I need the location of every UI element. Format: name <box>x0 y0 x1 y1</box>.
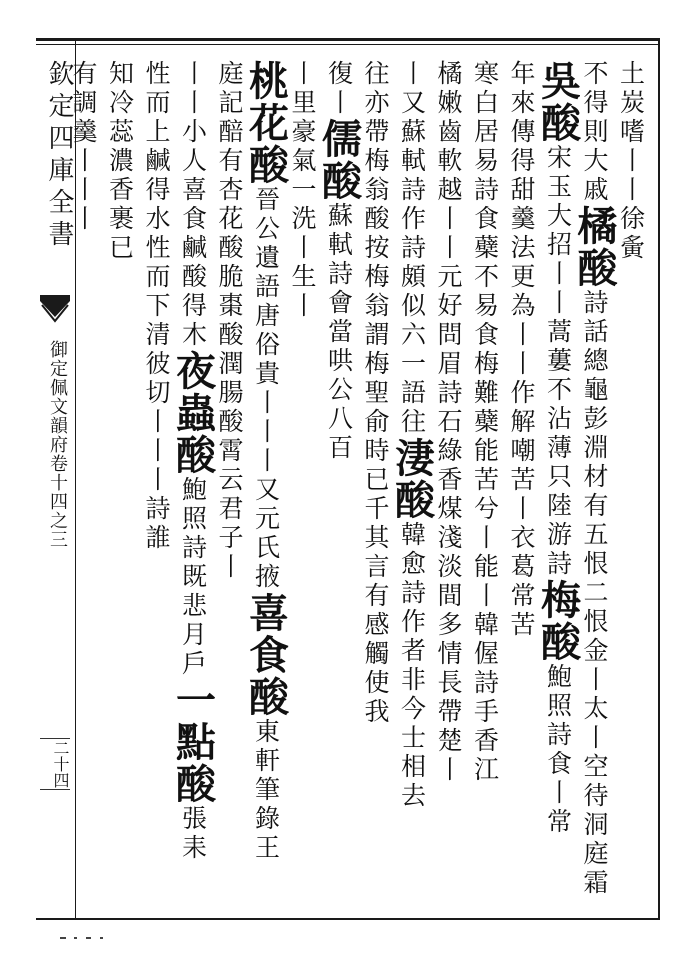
column-text <box>534 60 582 837</box>
commentary-text: 宋玉大招丨丨蒿蔞不沾薄只陸游詩 <box>543 144 573 579</box>
headword: 酸 <box>169 434 217 476</box>
text-column <box>315 60 363 910</box>
frame-right-border <box>658 38 660 920</box>
commentary-text: 丨又蘇軾詩作詩頗似六一語往 <box>397 60 427 437</box>
spine-subtitle: 御定佩文韻府卷十四之三 <box>47 340 68 549</box>
text-column <box>468 60 502 910</box>
commentary-text: 橘嫩齒軟越丨丨元好問眉詩石綠香煤淺淡間多情長帶楚丨 <box>434 60 463 785</box>
spine-header: 欽定四庫全書 <box>44 60 74 252</box>
commentary-text: 不得則大戚 <box>580 60 609 205</box>
headword: 橘 <box>571 205 618 247</box>
headword: 梅 <box>534 579 582 621</box>
column-text <box>139 60 173 553</box>
headword: 花 <box>242 102 290 144</box>
text-column <box>66 60 100 910</box>
column-text <box>169 60 217 863</box>
headword: 淒 <box>388 437 436 479</box>
text-column <box>534 60 582 910</box>
commentary-text: 韓愈詩作者非今士相去 <box>397 521 427 811</box>
headword: 夜 <box>169 350 217 392</box>
column-text <box>571 60 618 898</box>
headword: 吳 <box>534 60 582 102</box>
column-text <box>388 60 436 811</box>
column-text <box>504 60 538 640</box>
headword: 喜 <box>242 592 290 634</box>
commentary-text: 鮑照詩既悲月戶 <box>178 476 208 679</box>
frame-top-border <box>36 38 660 41</box>
column-text <box>66 60 100 234</box>
frame-top-inner-border <box>36 44 660 45</box>
commentary-text: 晉公遺語唐俗貴丨丨丨又元氏掖 <box>251 186 281 592</box>
commentary-text: 性而上鹹得水性而下 <box>142 60 171 321</box>
commentary-text: 往亦帶梅翁酸按梅翁謂梅聖俞 <box>361 60 390 437</box>
text-column <box>212 60 246 910</box>
text-column <box>285 60 319 910</box>
text-column <box>169 60 217 910</box>
text-column <box>242 60 290 910</box>
commentary-text: 有調羹丨丨丨 <box>69 60 98 234</box>
commentary-text: 詩誰 <box>142 495 171 553</box>
commentary-text: 時已千其言有感觸使我 <box>361 437 390 727</box>
text-column <box>431 60 465 910</box>
commentary-text: 土炭嗜丨丨徐夤 <box>616 60 646 263</box>
page-number: 二十四 <box>51 740 70 788</box>
commentary-text: 清彼切丨丨丨 <box>142 321 171 495</box>
headword: 酸 <box>315 160 363 202</box>
commentary-text: 寒白居易詩食蘗不易食梅難蘗能苦兮丨能丨韓偓詩手香江 <box>470 60 500 785</box>
commentary-text: 丨丨小人喜食鹹酸得木 <box>178 60 208 350</box>
headword: 蟲 <box>169 392 217 434</box>
commentary-text: 蘇軾詩會當哄公八百 <box>324 202 354 463</box>
headword: 酸 <box>242 144 290 186</box>
text-column <box>103 60 137 910</box>
commentary-text: 東軒筆錄王 <box>251 718 281 863</box>
headword: 酸 <box>169 763 217 805</box>
text-column <box>139 60 173 910</box>
headword: 酸 <box>388 479 436 521</box>
commentary-text: 年來傳得甜羹法更為丨丨作解嘲 <box>507 60 536 466</box>
commentary-text: 庭記醅有杏花酸脆棗酸潤腸酸 <box>215 60 244 437</box>
text-column <box>388 60 436 910</box>
commentary-text: 丨 <box>288 60 317 89</box>
headword: 酸 <box>242 676 290 718</box>
commentary-text: 復丨 <box>324 60 354 118</box>
headword: 儒 <box>315 118 363 160</box>
text-column <box>358 60 392 910</box>
column-text <box>315 60 363 463</box>
commentary-text: 里豪氣一洗丨生丨 <box>288 89 317 321</box>
commentary-text: 知冷蕊濃香裹已 <box>105 60 135 263</box>
commentary-text: 鮑照詩食丨常 <box>543 663 573 837</box>
print-specks <box>60 935 140 941</box>
column-text <box>285 60 319 321</box>
commentary-text: 張耒 <box>178 805 208 863</box>
headword: 酸 <box>571 247 618 289</box>
commentary-text: 霄云君子丨 <box>215 437 244 582</box>
commentary-text: 苦丨衣葛常苦 <box>507 466 536 640</box>
headword: 桃 <box>242 60 290 102</box>
column-text <box>431 60 465 785</box>
text-column <box>571 60 618 910</box>
column-text <box>103 60 137 263</box>
headword: 一 <box>169 679 217 721</box>
column-text <box>614 60 648 263</box>
headword: 酸 <box>534 621 582 663</box>
headword: 酸 <box>534 102 582 144</box>
text-column <box>614 60 648 910</box>
column-text <box>212 60 246 582</box>
commentary-text: 詩話總龜彭淵材有五恨二恨金丨太丨空待洞庭霜 <box>580 289 609 898</box>
column-text <box>358 60 392 727</box>
column-text <box>242 60 290 863</box>
column-text <box>468 60 502 785</box>
frame-bottom-border <box>36 918 660 920</box>
headword: 點 <box>169 721 217 763</box>
text-column <box>504 60 538 910</box>
headword: 食 <box>242 634 290 676</box>
